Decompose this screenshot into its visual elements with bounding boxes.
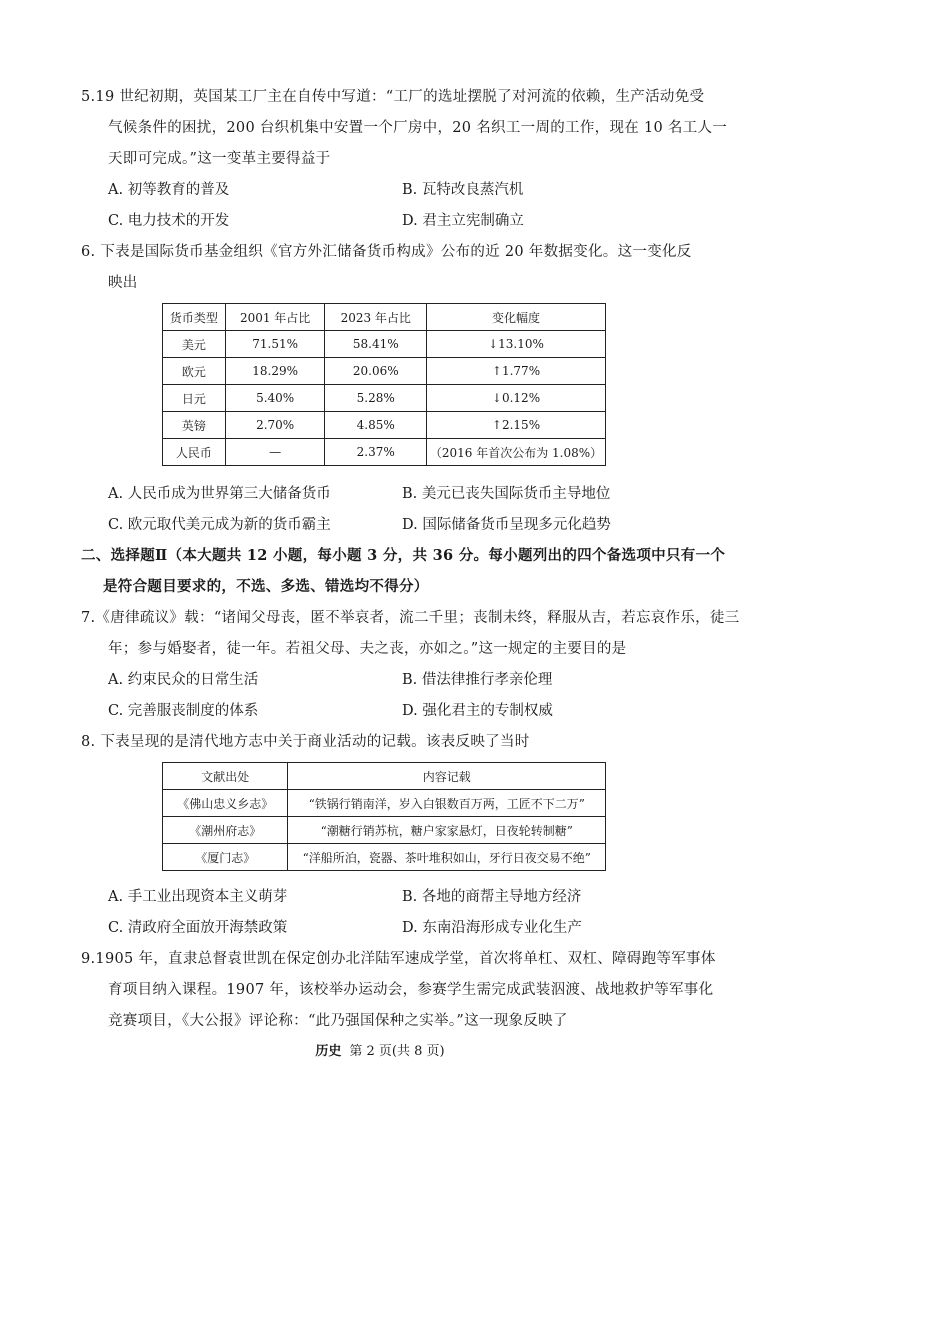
q6-header-currency: 货币类型	[163, 304, 226, 331]
q5-option-d: D. 君主立宪制确立	[402, 213, 524, 229]
q5-option-c: C. 电力技术的开发	[108, 213, 230, 229]
q7-option-c: C. 完善服丧制度的体系	[108, 703, 259, 719]
table-cell: 英镑	[163, 412, 226, 439]
q6-option-d: D. 国际储备货币呈现多元化趋势	[402, 517, 611, 533]
q5-stem-line-3: 天即可完成。”这一变革主要得益于	[108, 151, 331, 167]
q6-currency-table	[162, 303, 606, 466]
table-cell: ↓13.10%	[427, 331, 606, 358]
table-cell: 58.41%	[325, 331, 427, 358]
footer-subject: 历史	[315, 1044, 342, 1059]
table-cell: “洋船所泊，瓷器、茶叶堆积如山，牙行日夜交易不绝”	[288, 844, 606, 871]
q8-header-content: 内容记载	[288, 763, 606, 790]
q9-stem-line-2: 育项目纳入课程。1907 年，该校举办运动会，参赛学生需完成武装泅渡、战地救护等军事化	[108, 982, 714, 998]
table-cell: 71.51%	[225, 331, 325, 358]
q8-option-b: B. 各地的商帮主导地方经济	[402, 889, 582, 905]
q9-stem-line-3: 竞赛项目，《大公报》评论称：“此乃强国保种之实举。”这一现象反映了	[108, 1013, 568, 1029]
q6-stem-line-2: 映出	[108, 275, 138, 291]
table-cell: ↓0.12%	[427, 385, 606, 412]
q6-header-2001: 2001 年占比	[225, 304, 325, 331]
table-cell: （2016 年首次公布为 1.08%）	[427, 439, 606, 466]
q7-option-d: D. 强化君主的专制权威	[402, 703, 553, 719]
q7-option-b: B. 借法律推行孝亲伦理	[402, 672, 553, 688]
q5-option-a: A. 初等教育的普及	[108, 182, 230, 198]
section2-heading-line-1: 二、选择题Ⅱ（本大题共 12 小题，每小题 3 分，共 36 分。每小题列出的四个备选项中只有一个	[81, 547, 726, 564]
q5-stem-line-1: 5.19 世纪初期，英国某工厂主在自传中写道：“工厂的选址摆脱了对河流的依赖，生产活动免受	[81, 89, 705, 105]
q8-option-a: A. 手工业出现资本主义萌芽	[108, 889, 288, 905]
q6-header-2023: 2023 年占比	[325, 304, 427, 331]
table-cell: 2.70%	[225, 412, 325, 439]
q6-option-a: A. 人民币成为世界第三大储备货币	[108, 486, 331, 502]
table-row	[163, 439, 606, 466]
section2-heading-line-2: 是符合题目要求的，不选、多选、错选均不得分）	[103, 578, 429, 595]
table-cell: 欧元	[163, 358, 226, 385]
table-cell: —	[225, 439, 325, 466]
q5-option-b: B. 瓦特改良蒸汽机	[402, 182, 524, 198]
table-cell: 4.85%	[325, 412, 427, 439]
q5-stem-line-2: 气候条件的困扰，200 台织机集中安置一个厂房中，20 名织工一周的工作，现在 10 名工人一	[108, 120, 728, 136]
table-cell: “潮糖行销苏杭，糖户家家悬灯，日夜轮转制糖”	[288, 817, 606, 844]
table-cell: 《佛山忠义乡志》	[163, 790, 288, 817]
table-cell: 20.06%	[325, 358, 427, 385]
table-row	[163, 358, 606, 385]
q9-stem-line-1: 9.1905 年，直隶总督袁世凯在保定创办北洋陆军速成学堂，首次将单杠、双杠、障碍跑等军事体	[81, 951, 716, 967]
table-cell: 18.29%	[225, 358, 325, 385]
q7-stem-line-2: 年；参与婚娶者，徒一年。若祖父母、夫之丧，亦如之。”这一规定的主要目的是	[108, 641, 627, 657]
q6-option-c: C. 欧元取代美元成为新的货币霸主	[108, 517, 331, 533]
q8-option-c: C. 清政府全面放开海禁政策	[108, 920, 288, 936]
table-cell: 《潮州府志》	[163, 817, 288, 844]
table-cell: 2.37%	[325, 439, 427, 466]
table-row	[163, 385, 606, 412]
q6-option-b: B. 美元已丧失国际货币主导地位	[402, 486, 611, 502]
table-cell: ↑2.15%	[427, 412, 606, 439]
table-row	[163, 412, 606, 439]
table-row	[163, 790, 606, 817]
table-row	[163, 844, 606, 871]
table-cell: 人民币	[163, 439, 226, 466]
q6-header-change: 变化幅度	[427, 304, 606, 331]
q8-header-source: 文献出处	[163, 763, 288, 790]
table-cell: 美元	[163, 331, 226, 358]
table-cell: 《厦门志》	[163, 844, 288, 871]
table-cell: 日元	[163, 385, 226, 412]
q8-stem-line-1: 8. 下表呈现的是清代地方志中关于商业活动的记载。该表反映了当时	[81, 734, 530, 750]
q8-option-d: D. 东南沿海形成专业化生产	[402, 920, 582, 936]
q6-stem-line-1: 6. 下表是国际货币基金组织《官方外汇储备货币构成》公布的近 20 年数据变化。这一变化反	[81, 244, 692, 260]
footer-page-number: 第 2 页(共 8 页)	[349, 1044, 445, 1059]
page-footer	[0, 1040, 760, 1059]
table-cell: ↑1.77%	[427, 358, 606, 385]
table-cell: “铁锅行销南洋，岁入白银数百万两，工匠不下二万”	[288, 790, 606, 817]
table-row	[163, 817, 606, 844]
q7-option-a: A. 约束民众的日常生活	[108, 672, 259, 688]
table-cell: 5.40%	[225, 385, 325, 412]
q8-records-table	[162, 762, 606, 871]
q7-stem-line-1: 7.《唐律疏议》载：“诸闻父母丧，匿不举哀者，流二千里；丧制未终，释服从吉，若忘哀作乐，徒三	[81, 610, 740, 626]
table-row	[163, 331, 606, 358]
table-cell: 5.28%	[325, 385, 427, 412]
